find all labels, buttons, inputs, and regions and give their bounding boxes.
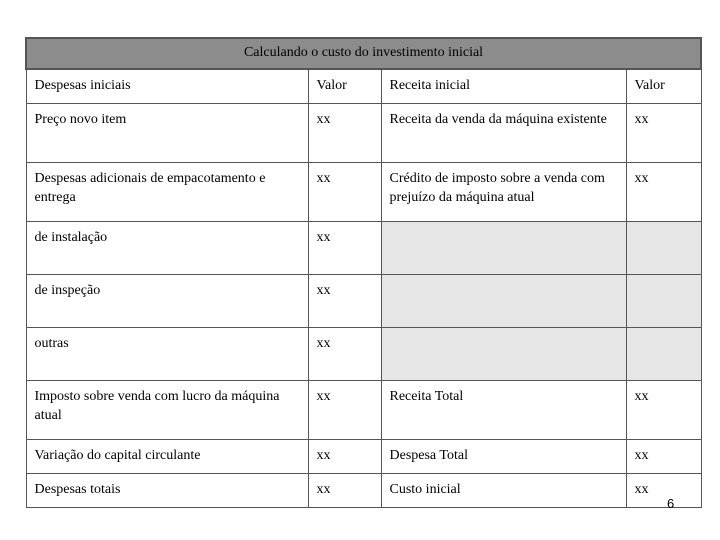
cell-revenue-value-empty (626, 274, 701, 327)
cell-expense-value: xx (308, 439, 381, 473)
cell-revenue-value: xx (626, 162, 701, 221)
cell-expense: outras (26, 327, 308, 380)
cell-revenue: Receita da venda da máquina existente (381, 103, 626, 162)
cell-revenue-value: xx (626, 473, 701, 507)
header-valor-receita: Valor (626, 69, 701, 103)
cell-expense: Preço novo item (26, 103, 308, 162)
cell-expense: de instalação (26, 221, 308, 274)
table-row (26, 103, 701, 162)
cell-expense-value: xx (308, 473, 381, 507)
cell-expense: Despesas adicionais de empacotamento e entrega (26, 162, 308, 221)
table-row (26, 221, 701, 274)
page-number: 6 (667, 496, 675, 511)
table-header-row (26, 69, 701, 103)
table-row (26, 439, 701, 473)
table-row (26, 327, 701, 380)
cell-revenue: Receita Total (381, 380, 626, 439)
cell-revenue-value: xx (626, 103, 701, 162)
table-row (26, 380, 701, 439)
cell-expense-value: xx (308, 103, 381, 162)
cell-revenue-empty (381, 221, 626, 274)
cell-expense-value: xx (308, 162, 381, 221)
header-receita-inicial: Receita inicial (381, 69, 626, 103)
table-row (26, 473, 701, 507)
cell-expense-value: xx (308, 274, 381, 327)
cell-revenue-value: xx (626, 380, 701, 439)
cell-revenue: Crédito de imposto sobre a venda com prejuízo da máquina atual (381, 162, 626, 221)
cell-revenue: Custo inicial (381, 473, 626, 507)
cell-revenue-value-empty (626, 221, 701, 274)
cell-expense: de inspeção (26, 274, 308, 327)
table-title-row (26, 38, 701, 69)
cell-expense: Variação do capital circulante (26, 439, 308, 473)
cell-revenue-empty (381, 327, 626, 380)
cell-expense-value: xx (308, 380, 381, 439)
header-valor-despesas: Valor (308, 69, 381, 103)
cell-revenue-value: xx (626, 439, 701, 473)
cell-expense: Despesas totais (26, 473, 308, 507)
cell-revenue: Despesa Total (381, 439, 626, 473)
table-title: Calculando o custo do investimento inicial (26, 38, 701, 69)
table-row (26, 274, 701, 327)
cell-expense-value: xx (308, 327, 381, 380)
cell-revenue-empty (381, 274, 626, 327)
cell-expense: Imposto sobre venda com lucro da máquina atual (26, 380, 308, 439)
investment-cost-table (25, 37, 702, 508)
header-despesas-iniciais: Despesas iniciais (26, 69, 308, 103)
cell-expense-value: xx (308, 221, 381, 274)
cell-revenue-value-empty (626, 327, 701, 380)
table-row (26, 162, 701, 221)
